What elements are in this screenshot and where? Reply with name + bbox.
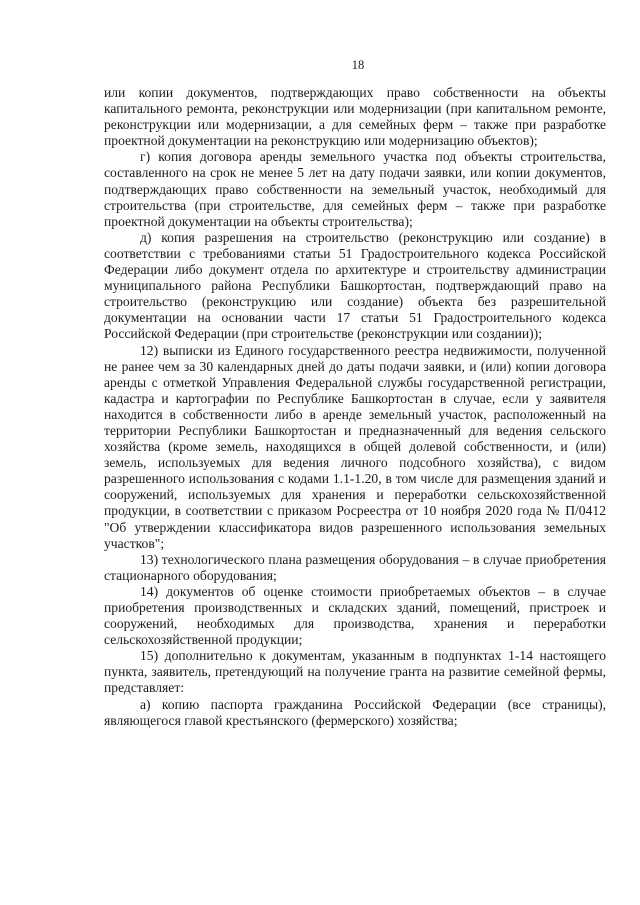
- paragraph-item-14: 14) документов об оценке стоимости приобретаемых объектов – в случае приобретения производственных и складских зданий, помещений, пристроек и сооружений, необходимых для производства, хранения и переработки сельскохозяйственной продукции;: [104, 583, 606, 648]
- paragraph-item-d: д) копия разрешения на строительство (реконструкцию или создание) в соответствии с требованиями статьи 51 Градостроительного кодекса Российской Федерации либо документ отдела по архитектуре и строительству администрации муниципального района Республики Башкортостан, подтверждающий право на строительство (реконструкцию или создание) объекта без разрешительной документации на основании части 17 статьи 51 Градостроительного кодекса Российской Федерации (при строительстве (реконструкции или создании));: [104, 229, 606, 342]
- page-number: 18: [351, 58, 365, 72]
- paragraph-item-15: 15) дополнительно к документам, указанным в подпунктах 1-14 настоящего пункта, заявитель, претендующий на получение гранта на развитие семейной фермы, представляет:: [104, 648, 606, 696]
- paragraph-item-13: 13) технологического плана размещения оборудования – в случае приобретения стационарного оборудования;: [104, 551, 606, 583]
- paragraph-continuation: или копии документов, подтверждающих право собственности на объекты капитального ремонта, реконструкции или модернизации (при капитальном ремонте, реконструкции или модернизации, а для семейных ферм – также при разработке проектной документации на реконструкцию или модернизацию объектов);: [104, 85, 606, 149]
- paragraph-item-g: г) копия договора аренды земельного участка под объекты строительства, составленного на срок не менее 5 лет на дату подачи заявки, или копии документов, подтверждающих право собственности на земельный участок, необходимый для строительства (при строительстве, для семейных ферм – также при разработке проектной документации на объекты строительства);: [104, 149, 606, 229]
- paragraph-item-a: а) копию паспорта гражданина Российской Федерации (все страницы), являющегося главой крестьянского (фермерского) хозяйства;: [104, 696, 606, 728]
- paragraph-item-12: 12) выписки из Единого государственного реестра недвижимости, полученной не ранее чем за 30 календарных дней до даты подачи заявки, и (или) копии договора аренды с отметкой Управления Федеральной службы государственной регистрации, кадастра и картографии по Республике Башкортостан в случае, если у заявителя находится в собственности либо в аренде земельный участок, расположенный на территории Республики Башкортостан и предназначенный для ведения сельского хозяйства (кроме земель, находящихся в общей долевой собственности, и (или) земель, используемых для ведения личного подсобного хозяйства), с видом разрешенного использования с кодами 1.1-1.20, в том числе для размещения зданий и сооружений, используемых для хранения и переработки сельскохозяйственной продукции, в соответствии с приказом Росреестра от 10 ноября 2020 года № П/0412 "Об утверждении классификатора видов разрешенного использования земельных участков";: [104, 342, 606, 551]
